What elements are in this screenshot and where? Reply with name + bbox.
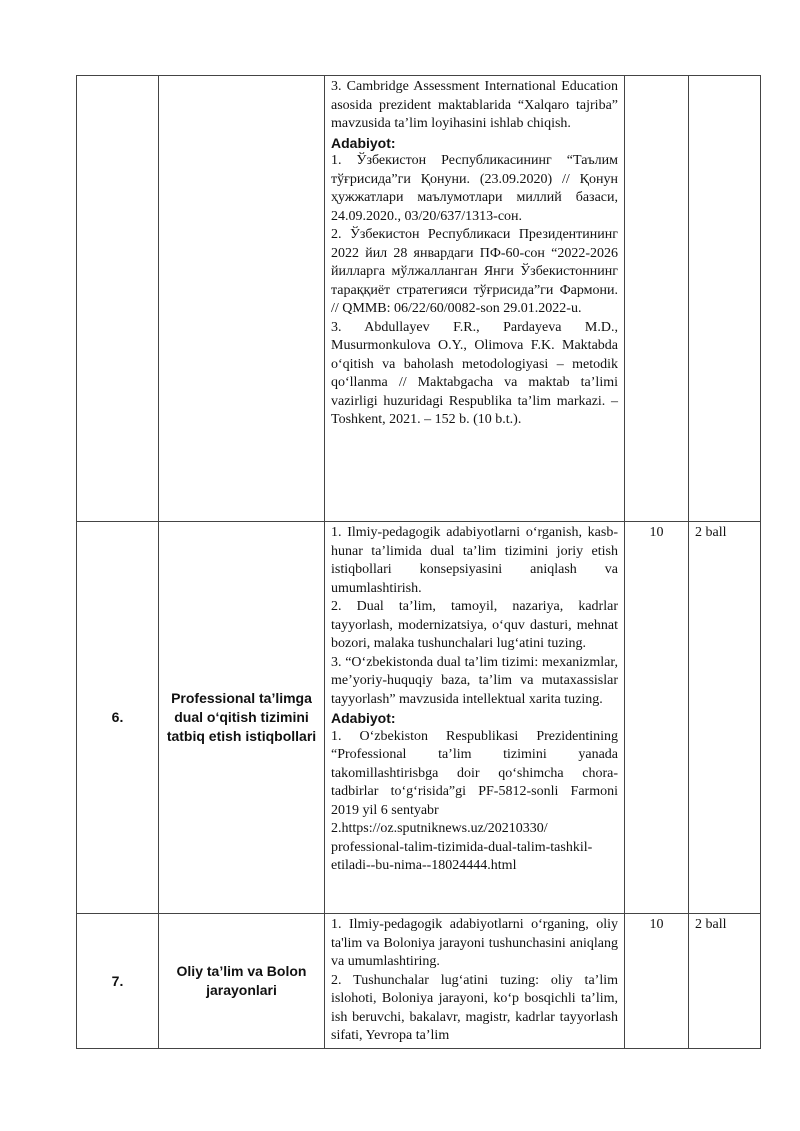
row-content (325, 914, 625, 1049)
row-score: 2 ball (689, 914, 761, 1049)
row-topic (159, 76, 325, 522)
row-hours: 10 (625, 522, 689, 914)
row-number: 7. (77, 914, 159, 1049)
row-score (689, 76, 761, 522)
content-line: 3. “O‘zbekistonda dual ta’lim tizimi: mexanizmlar, me’yoriy-huquqiy baza, ta’lim va mutaxassislar tayyorlash” mavzusida intellektual xarita tuzing. (331, 654, 618, 707)
literature-heading: Adabiyot: (331, 134, 396, 151)
row-score: 2 ball (689, 522, 761, 914)
content-line: 3. Abdullayev F.R., Pardayeva M.D., Musurmonkulova O.Y., Olimova F.K. Maktabda o‘qitish va baholash metodologiyasi – metodik qo‘llanma // Maktabgacha va maktab ta’limi vazirligi huzuridagi Respublika ta’lim markazi. – Toshkent, 2021. – 152 b. (10 b.t.). (331, 319, 618, 427)
literature-heading: Adabiyot: (331, 710, 396, 726)
course-table (76, 75, 761, 1049)
content-line: 3. Cambridge Assessment International Education asosida prezident maktablarida “Xalqaro tajriba” mavzusida ta’lim loyihasini ishlab chiqish. (331, 79, 618, 131)
table-row (77, 522, 761, 914)
row-topic: Professional ta’limga dual o‘qitish tizimini tatbiq etish istiqbollari (159, 522, 325, 914)
content-line: 1. Ilmiy-pedagogik adabiyotlarni o‘rganing, oliy ta'lim va Boloniya jarayoni tushunchasini aniqlang va umumlashtiring. (331, 917, 618, 969)
row-number (77, 76, 159, 522)
content-line: 2.https://oz.sputniknews.uz/20210330/ professional-talim-tizimida-dual-talim-tashkil-etiladi--bu-nima--18024444.html (331, 821, 593, 873)
row-number: 6. (77, 522, 159, 914)
table-row (77, 914, 761, 1049)
content-line: 1. O‘zbekiston Respublikasi Prezidentining “Professional ta’lim tizimini yanada takomillashtirisbga doir qo‘shimcha chora-tadbirlar to‘g‘risida”gi PF-5812-sonli Farmoni 2019 yil 6 sentyabr (331, 728, 618, 818)
row-hours: 10 (625, 914, 689, 1049)
row-content (325, 76, 625, 522)
content-line: 2. Ўзбекистон Республикаси Президентининг 2022 йил 28 январдаги ПФ-60-сон “2022-2026 йилларга мўлжалланган Янги Ўзбекистоннинг тараққиёт стратегияси тўғрисида”ги Фармони. // QMMB: 06/22/60/0082-son 29.01.2022-u. (331, 227, 618, 316)
content-line: 2. Tushunchalar lug‘atini tuzing: oliy ta’lim islohoti, Boloniya jarayoni, ko‘p bosqichli ta’lim, ish beruvchi, bakalavr, magistr, kadrlar tayyorlash sifati, Yevropa ta’lim (331, 972, 618, 1043)
content-line: 1. Ilmiy-pedagogik adabiyotlarni o‘rganish, kasb-hunar ta’limida dual ta’lim tizimini joriy etish istiqbollari konsepsiyasini aniqlash va umumlashtirish. (331, 525, 618, 596)
content-line: 1. Ўзбекистон Республикасининг “Таълим тўғрисида”ги Қонуни. (23.09.2020) // Қонун ҳужжатлари маълумотлари миллий базаси, 24.09.2020., 03/20/637/1313-сон. (331, 153, 618, 224)
course-table-body (77, 76, 761, 1049)
table-row (77, 76, 761, 522)
row-hours (625, 76, 689, 522)
row-content (325, 522, 625, 914)
content-line: 2. Dual ta’lim, tamoyil, nazariya, kadrlar tayyorlash, modernizatsiya, o‘quv dasturi, mehnat bozori, malaka tushunchalari lug‘atini tuzing. (331, 599, 618, 651)
row-topic: Oliy ta’lim va Bolon jarayonlari (159, 914, 325, 1049)
